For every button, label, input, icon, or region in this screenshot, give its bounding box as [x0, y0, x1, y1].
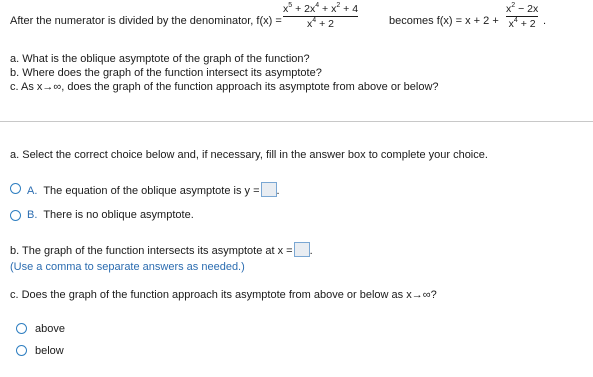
fraction-original-denominator: $x^4 + 2$ [307, 17, 335, 30]
asymptote-answer-box[interactable] [261, 182, 277, 197]
part-c-prompt: c. Does the graph of the function approach its asymptote from above or below as x→∞? [10, 289, 437, 301]
fraction-original-numerator: $x^5 + 2x^4 + x^2 + 4$ [283, 2, 359, 15]
part-b-hint: (Use a comma to separate answers as needed.) [10, 261, 245, 273]
part-a-instruction: a. Select the correct choice below and, if necessary, fill in the answer box to complete your choice. [10, 149, 488, 161]
question-c: c. As x→∞, does the graph of the function approach its asymptote from above or below? [10, 81, 439, 93]
option-below-label: below [35, 345, 64, 357]
option-a: A. The equation of the oblique asymptote is y = . [27, 182, 280, 197]
option-a-letter: A. [27, 185, 38, 197]
option-b-letter: B. [27, 209, 38, 221]
radio-above[interactable] [16, 323, 27, 334]
option-a-text: The equation of the oblique asymptote is y = [43, 185, 260, 197]
becomes-text: becomes f(x) = x + 2 + [389, 15, 499, 27]
arrow-infinity-c: →∞ [411, 289, 431, 301]
radio-option-a[interactable] [10, 183, 21, 194]
period: . [543, 15, 547, 27]
option-b [27, 209, 194, 221]
radio-below[interactable] [16, 345, 27, 356]
fraction-remainder-numerator: $x^2 - 2x$ [506, 2, 539, 15]
question-a: a. What is the oblique asymptote of the graph of the function? [10, 53, 310, 65]
section-divider [0, 121, 593, 122]
fraction-original [283, 3, 358, 30]
arrow-infinity: →∞ [42, 81, 62, 93]
option-above-label: above [35, 323, 65, 335]
intersection-answer-box[interactable] [294, 242, 310, 257]
fraction-remainder [506, 3, 538, 30]
radio-option-b[interactable] [10, 210, 21, 221]
fraction-remainder-denominator: $x^4 + 2$ [508, 17, 536, 30]
part-b-prompt: b. The graph of the function intersects its asymptote at x = . [10, 242, 313, 257]
question-b: b. Where does the graph of the function intersect its asymptote? [10, 67, 322, 79]
option-b-text: There is no oblique asymptote. [43, 209, 194, 221]
lead-text: After the numerator is divided by the denominator, f(x) = [10, 15, 282, 27]
